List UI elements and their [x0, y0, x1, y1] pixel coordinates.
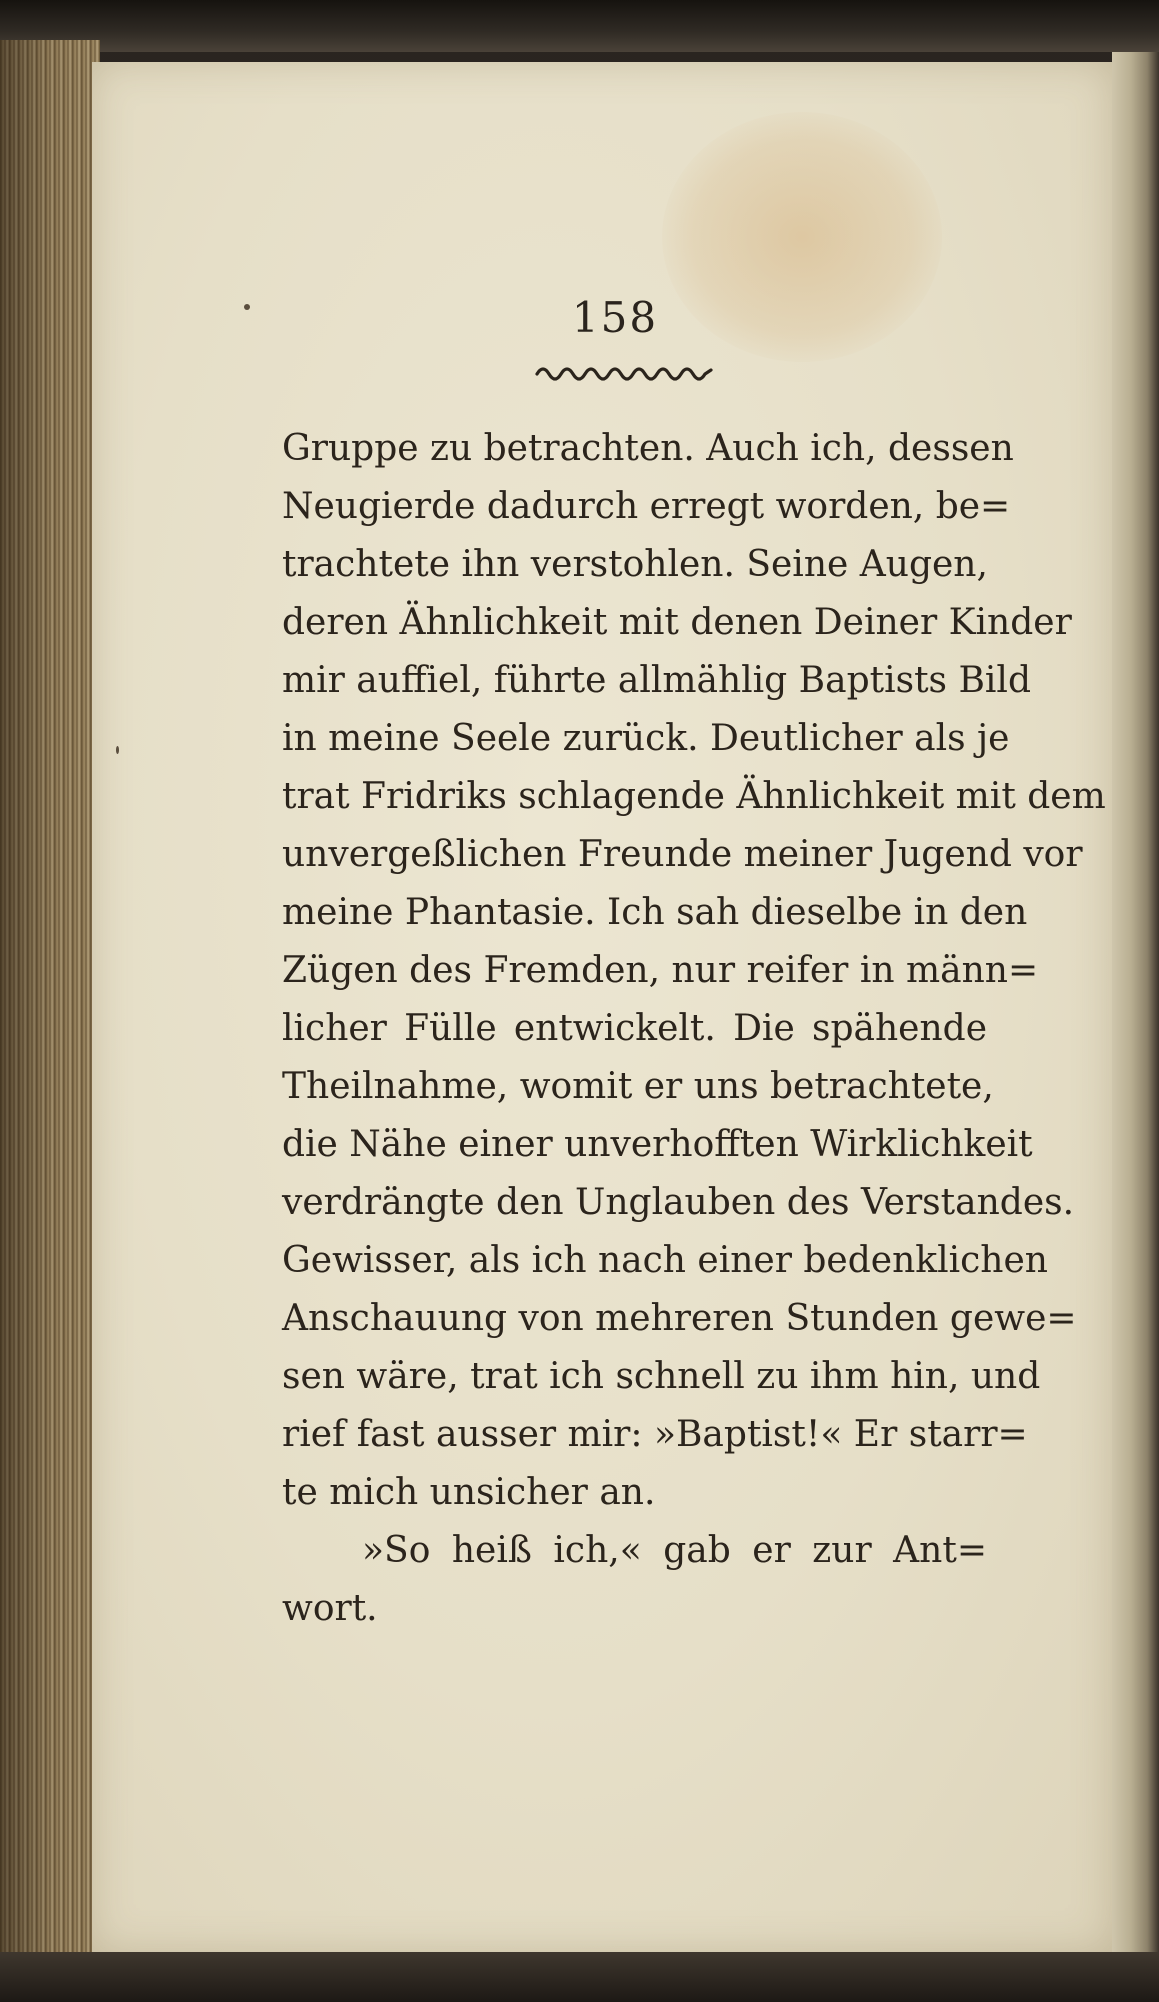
facing-page-edge: [1112, 52, 1159, 1972]
text-line: die Nähe einer unverhofften Wirklichkeit: [282, 1124, 1033, 1165]
text-line: Gewisser, als ich nach einer bedenklichen: [282, 1240, 1048, 1281]
book-top-edge: [0, 0, 1159, 52]
text-line: sen wäre, trat ich schnell zu ihm hin, und: [282, 1356, 1041, 1397]
gutter-shadow: [0, 40, 100, 1970]
text-line: unvergeßlichen Freunde meiner Jugend vor: [282, 834, 1083, 875]
text-line: te mich unsicher an.: [282, 1472, 656, 1513]
foxing-stain: [662, 112, 942, 362]
text-line: wort.: [282, 1588, 378, 1629]
book-bottom-edge: [0, 1952, 1159, 2002]
page-number: 158: [571, 293, 659, 342]
paper-speck: [116, 746, 119, 754]
text-line: meine Phantasie. Ich sah dieselbe in den: [282, 892, 1028, 933]
text-line: Gruppe zu betrachten. Auch ich, dessen: [282, 428, 1014, 469]
paper-speck: [244, 304, 250, 310]
body-text: [282, 420, 1106, 1638]
text-line: verdrängte den Unglauben des Verstandes.: [282, 1182, 1075, 1223]
text-line: mir auffiel, führte allmählig Baptists Bild: [282, 660, 1031, 701]
text-line: Theilnahme, womit er uns betrachtete,: [282, 1066, 994, 1107]
text-line: deren Ähnlichkeit mit denen Deiner Kinder: [282, 602, 1072, 643]
text-line: rief fast ausser mir: »Baptist!« Er starr=: [282, 1414, 1028, 1455]
text-line: trachtete ihn verstohlen. Seine Augen,: [282, 544, 988, 585]
text-line: trat Fridriks schlagende Ähnlichkeit mit dem: [282, 776, 1106, 817]
text-line: in meine Seele zurück. Deutlicher als je: [282, 718, 1010, 759]
text-line: Zügen des Fremden, nur reifer in männ=: [282, 950, 1039, 991]
text-line: Neugierde dadurch erregt worden, be=: [282, 486, 1011, 527]
ornament-swash-icon: [535, 360, 715, 382]
text-line: Anschauung von mehreren Stunden gewe=: [282, 1298, 1077, 1339]
text-line: »So heiß ich,« gab er zur Ant=: [362, 1530, 987, 1571]
text-line: licher Fülle entwickelt. Die spähende: [282, 1008, 987, 1049]
